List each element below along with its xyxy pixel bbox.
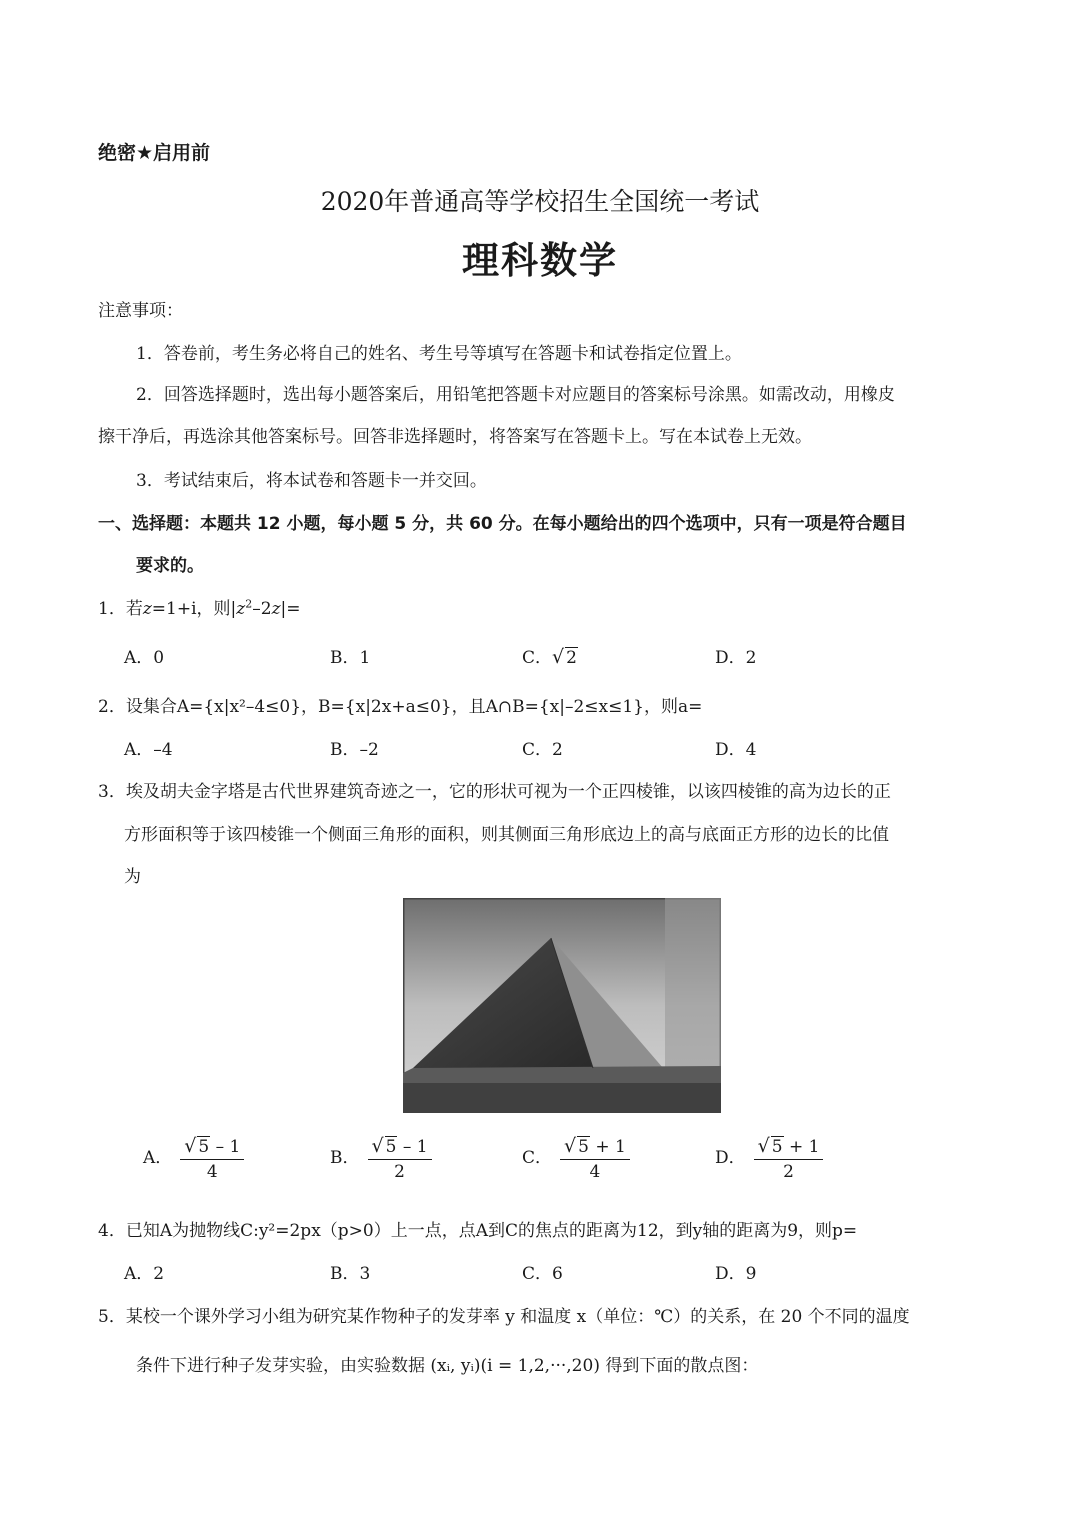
q2-option-c: C．2 [522, 740, 563, 760]
q1-option-b: B．1 [330, 648, 371, 668]
exam-title: 2020年普通高等学校招生全国统一考试 [320, 187, 760, 216]
q3-option-a: A． $\frac{√ 5 - 1}{4}$ [143, 1135, 244, 1182]
question-3-cont: 为 [124, 867, 141, 887]
question-3-cont: 方形面积等于该四棱锥一个侧面三角形的面积，则其侧面三角形底边上的高与底面正方形的边长的比值 [124, 825, 889, 845]
question-2: 2．设集合A={x|x²–4≤0}，B={x|2x+a≤0}，且A∩B={x|–2≤x≤1}，则a= [98, 697, 703, 717]
subject-title: 理科数学 [462, 239, 618, 282]
q4-option-b: B．3 [330, 1264, 371, 1284]
q3-option-b: B． $\frac{√ 5 - 1}{2}$ [330, 1135, 432, 1182]
question-5-cont: 条件下进行种子发芽实验，由实验数据 (xᵢ, yᵢ)(i = 1,2,···,20) 得到下面的散点图： [136, 1356, 759, 1376]
q3-option-d: D． $\frac{√ 5 + 1}{2}$ [715, 1135, 823, 1182]
question-3: 3．埃及胡夫金字塔是古代世界建筑奇迹之一，它的形状可视为一个正四棱锥，以该四棱锥的高为边长的正 [98, 782, 891, 802]
section-heading: 一、选择题：本题共 12 小题，每小题 5 分，共 60 分。在每小题给出的四个选项中，只有一项是符合题目 [98, 514, 907, 534]
notice-item: 擦干净后，再选涂其他答案标号。回答非选择题时，将答案写在答题卡上。写在本试卷上无效。 [98, 427, 812, 447]
q1-option-d: D．2 [715, 648, 757, 668]
question-4: 4．已知A为抛物线C:y²=2px（p>0）上一点，点A到C的焦点的距离为12，到y轴的距离为9，则p= [98, 1221, 858, 1241]
notice-item: 3．考试结束后，将本试卷和答题卡一并交回。 [136, 471, 487, 491]
q4-option-c: C．6 [522, 1264, 563, 1284]
question-1: 1．若z=1+i，则$|z^2-2z|=$ [98, 597, 301, 619]
question-5: 5．某校一个课外学习小组为研究某作物种子的发芽率 y 和温度 x（单位：℃）的关系，在 20 个不同的温度 [98, 1307, 910, 1327]
q1-option-c: C．√ 2 [522, 646, 577, 668]
pyramid-photo [403, 898, 721, 1113]
q2-option-b: B．–2 [330, 740, 379, 760]
pyramid-image [403, 898, 721, 1113]
q1-option-a: A．0 [124, 648, 165, 668]
q4-option-a: A．2 [124, 1264, 165, 1284]
notice-item: 1．答卷前，考生务必将自己的姓名、考生号等填写在答题卡和试卷指定位置上。 [136, 344, 742, 364]
notice-item: 2．回答选择题时，选出每小题答案后，用铅笔把答题卡对应题目的答案标号涂黑。如需改动，用橡皮 [136, 385, 895, 405]
q3-option-c: C． $\frac{√ 5 + 1}{4}$ [522, 1135, 630, 1182]
confidential-mark: 绝密★启用前 [98, 142, 211, 164]
notice-heading: 注意事项： [98, 301, 183, 321]
q2-option-d: D．4 [715, 740, 757, 760]
q4-option-d: D．9 [715, 1264, 757, 1284]
q2-option-a: A．–4 [124, 740, 173, 760]
section-heading-cont: 要求的。 [136, 556, 204, 576]
